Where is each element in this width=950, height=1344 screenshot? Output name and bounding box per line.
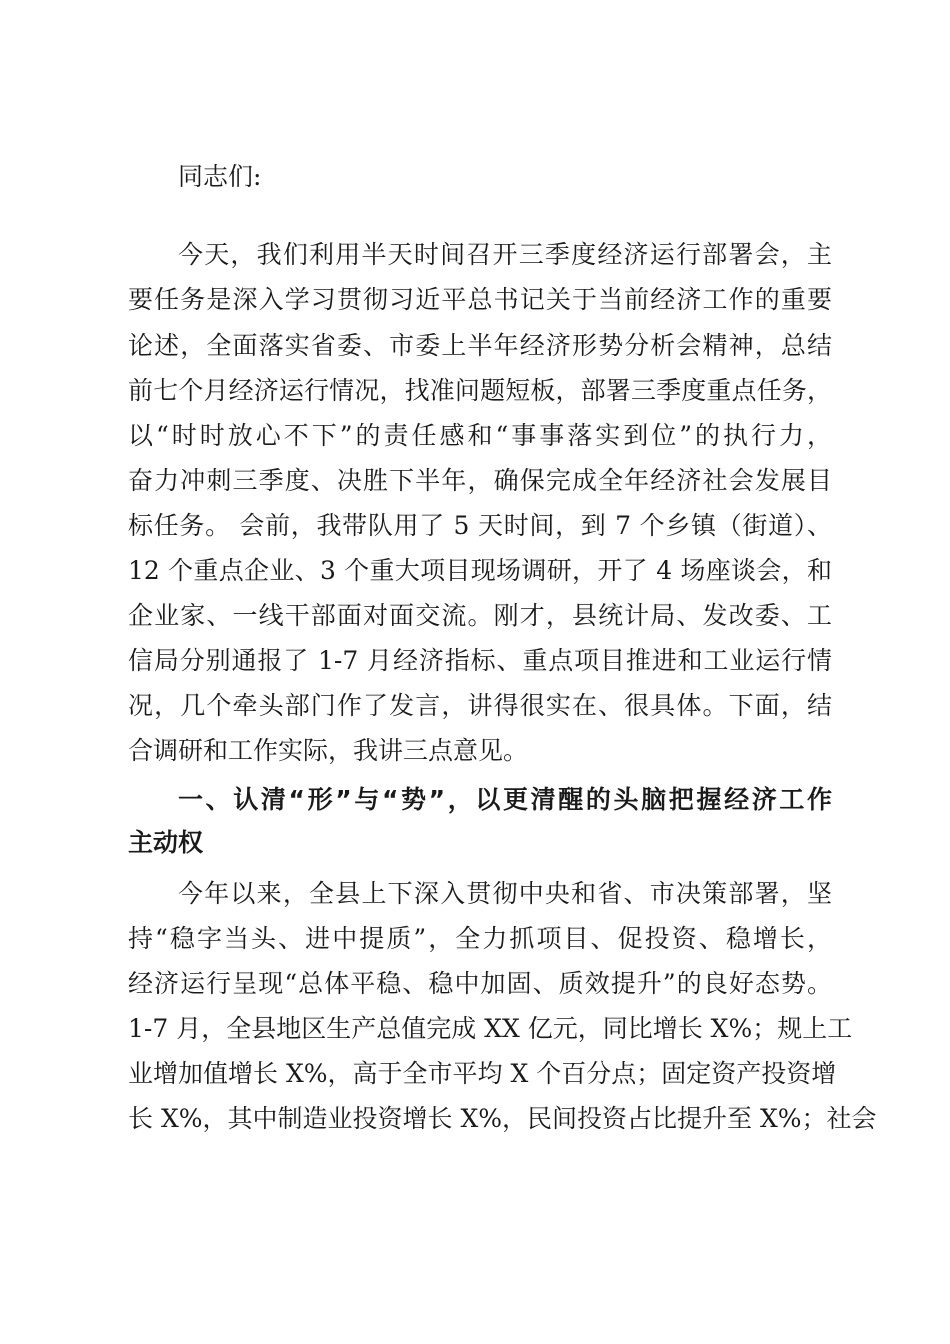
paragraph-1-line-10: 信局分别通报了 1-7 月经济指标、重点项目推进和工业运行情 — [128, 646, 832, 675]
paragraph-1-line-5: 以“时时放心不下”的责任感和“事事落实到位”的执行力， — [128, 421, 832, 450]
paragraph-2-line-4: 1-7 月，全县地区生产总值完成 XX 亿元，同比增长 X%；规上工 — [128, 1014, 853, 1043]
paragraph-1-line-2: 要任务是深入学习贯彻习近平总书记关于当前经济工作的重要 — [128, 285, 832, 314]
paragraph-1-line-12: 合调研和工作实际，我讲三点意见。 — [128, 736, 529, 765]
paragraph-1-line-11: 况，几个牵头部门作了发言，讲得很实在、很具体。下面，结 — [128, 691, 832, 720]
paragraph-1-line-3: 论述，全面落实省委、市委上半年经济形势分析会精神，总结 — [128, 331, 832, 360]
paragraph-2-line-6: 长 X%，其中制造业投资增长 X%，民间投资占比提升至 X%；社会 — [128, 1104, 877, 1133]
paragraph-1-line-7: 标任务。 会前，我带队用了 5 天时间，到 7 个乡镇（街道）、 — [128, 511, 832, 540]
paragraph-2-line-5: 业增加值增长 X%，高于全市平均 X 个百分点；固定资产投资增 — [128, 1059, 837, 1088]
paragraph-1-line-6: 奋力冲刺三季度、决胜下半年，确保完成全年经济社会发展目 — [128, 466, 832, 495]
salutation: 同志们: — [178, 162, 262, 191]
paragraph-2-line-2: 持“稳字当头、进中提质”，全力抓项目、促投资、稳增长， — [128, 924, 832, 953]
section-heading-line-2: 主动权 — [128, 828, 204, 857]
section-heading-line-1: 一、认清“形”与“势”，以更清醒的头脑把握经济工作 — [178, 785, 832, 814]
paragraph-2-line-1: 今年以来，全县上下深入贯彻中央和省、市决策部署，坚 — [178, 879, 832, 908]
paragraph-1-line-8: 12 个重点企业、3 个重大项目现场调研，开了 4 场座谈会，和 — [128, 556, 832, 585]
paragraph-1-line-9: 企业家、一线干部面对面交流。刚才，县统计局、发改委、工 — [128, 601, 832, 630]
paragraph-2-line-3: 经济运行呈现“总体平稳、稳中加固、质效提升”的良好态势。 — [128, 969, 832, 998]
paragraph-1-line-4: 前七个月经济运行情况，找准问题短板，部署三季度重点任务， — [128, 376, 832, 405]
paragraph-1-line-1: 今天，我们利用半天时间召开三季度经济运行部署会，主 — [178, 240, 832, 269]
